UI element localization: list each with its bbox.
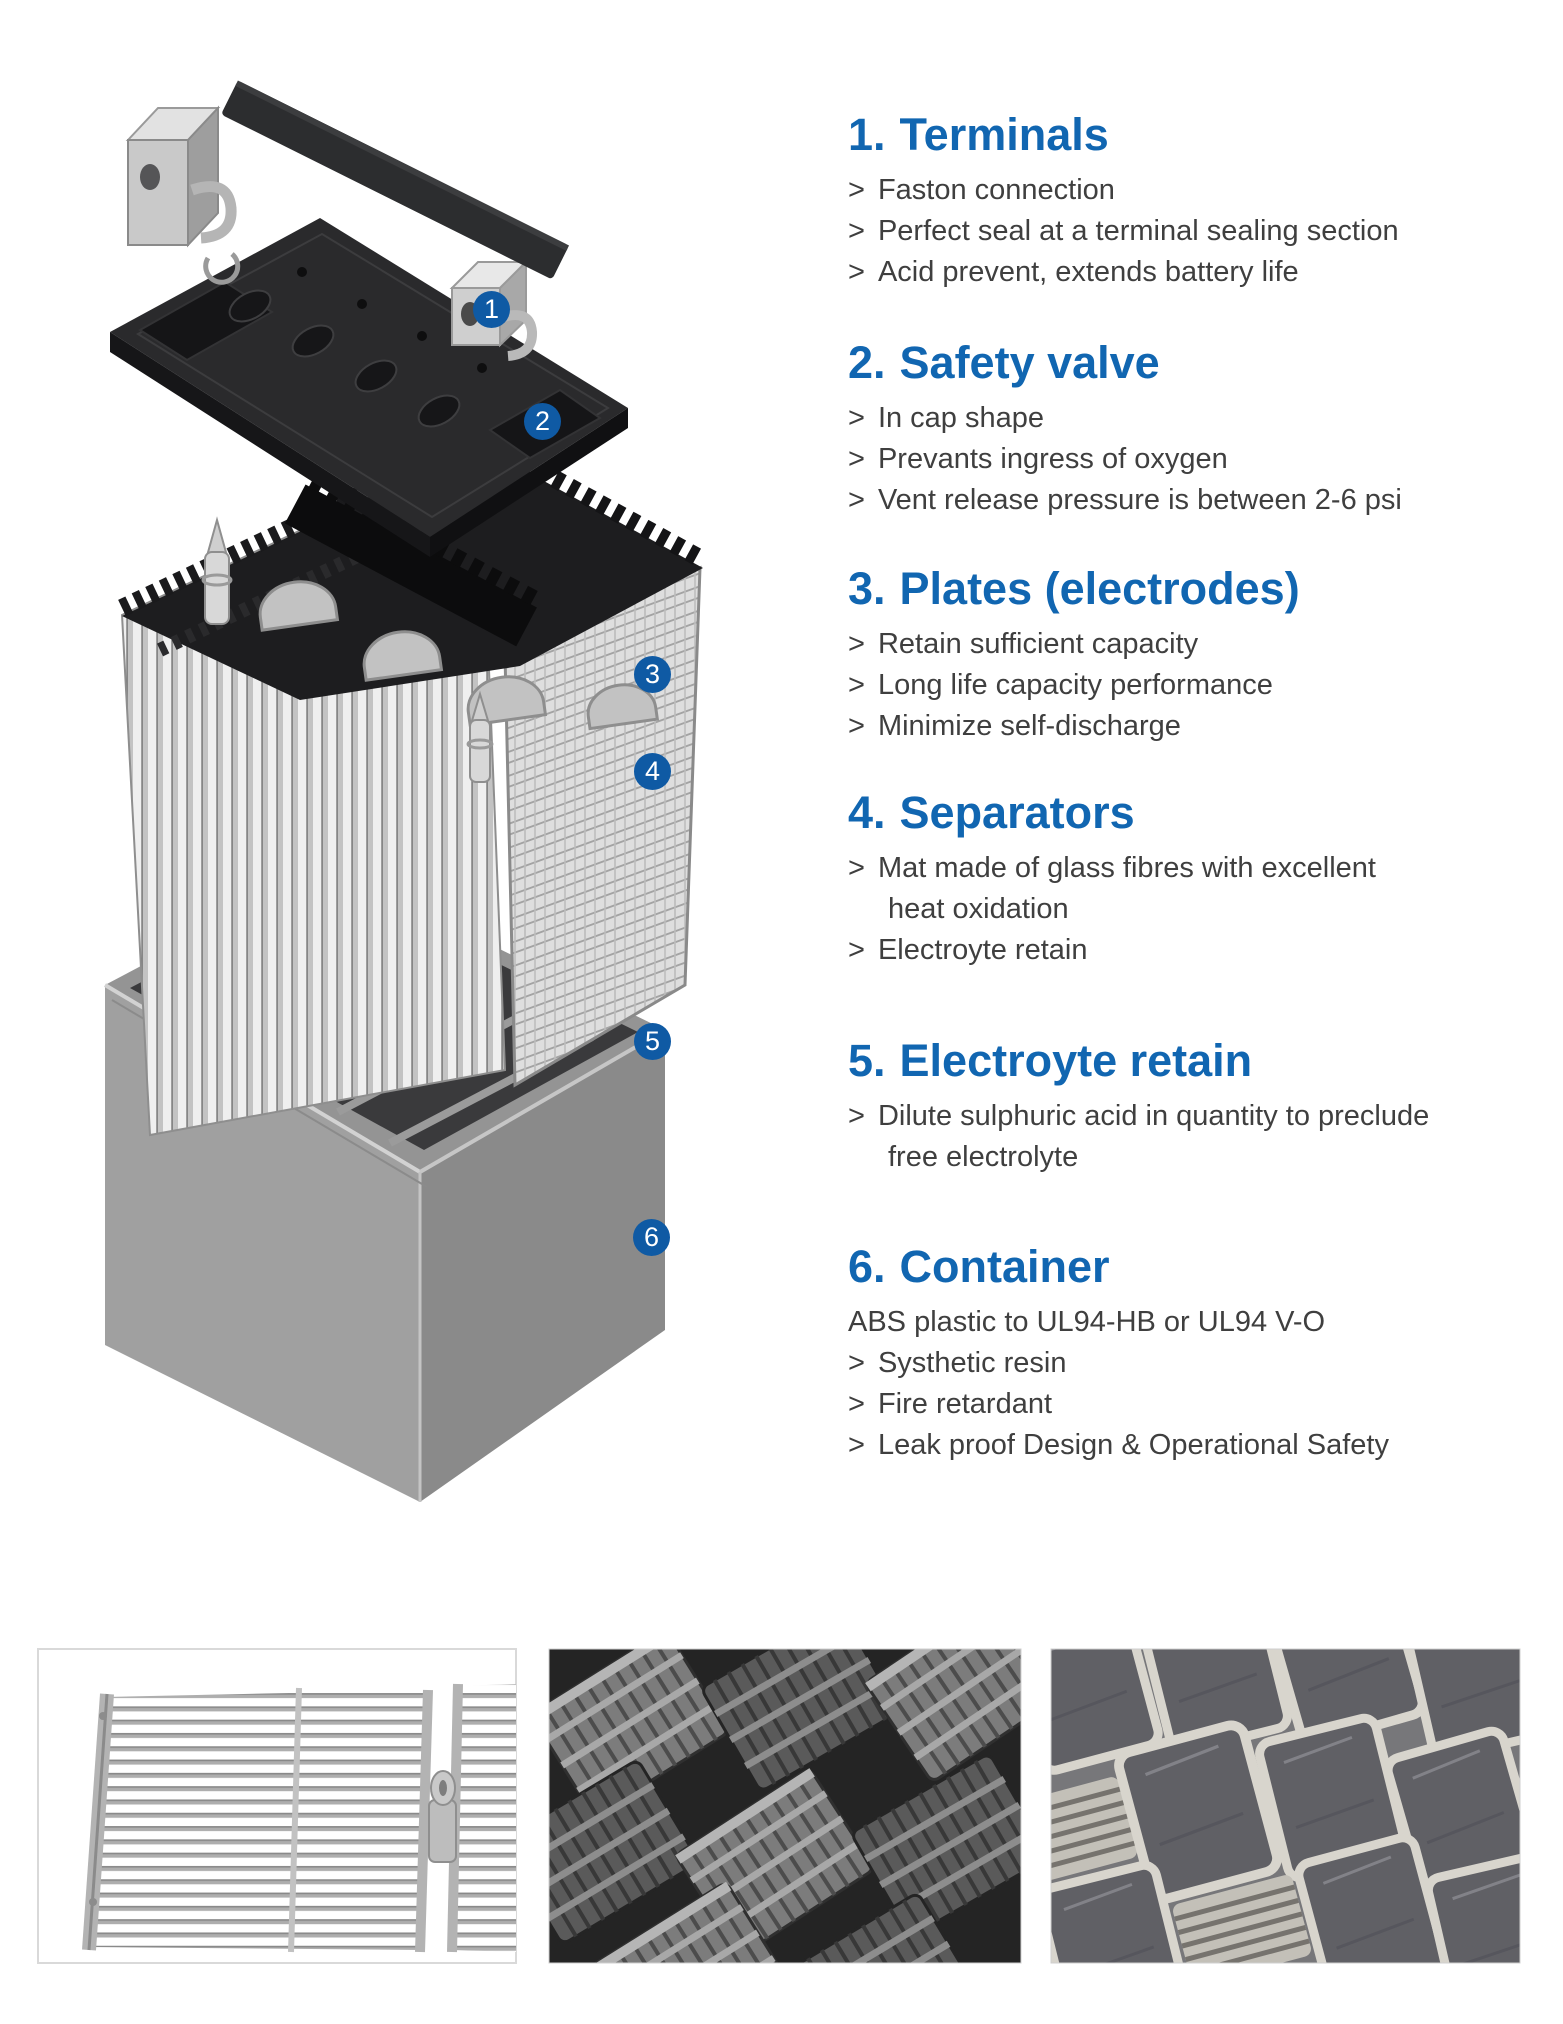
section-title: 1. Terminals xyxy=(848,109,1109,160)
bullet-line: > Vent release pressure is between 2-6 psi xyxy=(848,484,1402,516)
marker-safety-valve: 2 xyxy=(524,403,561,440)
bullet-line: > Minimize self-discharge xyxy=(848,710,1181,742)
bullet-line: > Long life capacity performance xyxy=(848,669,1273,701)
bullet-line: > Retain sufficient capacity xyxy=(848,628,1199,660)
plain-line: ABS plastic to UL94-HB or UL94 V-O xyxy=(848,1306,1326,1338)
marker-separators: 4 xyxy=(634,753,671,790)
marker-electrolyte: 5 xyxy=(634,1023,671,1060)
section-title: 2. Safety valve xyxy=(848,337,1160,388)
section-title: 4. Separators xyxy=(848,787,1135,838)
bullet-line: > Leak proof Design & Operational Safety xyxy=(848,1429,1389,1461)
bullet-line: > Electroyte retain xyxy=(848,934,1088,966)
bullet-line: > Dilute sulphuric acid in quantity to preclude xyxy=(848,1100,1430,1132)
bullet-line: > In cap shape xyxy=(848,402,1045,434)
marker-plates: 3 xyxy=(634,656,671,693)
bullet-line: > Prevants ingress of oxygen xyxy=(848,443,1228,475)
continuation-line: heat oxidation xyxy=(888,893,1069,925)
pasted-plates-photo xyxy=(997,1570,1563,2024)
marker-terminals: 1 xyxy=(473,291,510,328)
lead-grid-photo xyxy=(38,1649,516,1963)
stacked-grids-photo xyxy=(501,1594,1065,2024)
bullet-line: > Systhetic resin xyxy=(848,1347,1067,1379)
continuation-line: free electrolyte xyxy=(888,1141,1079,1173)
marker-container: 6 xyxy=(633,1219,670,1256)
bullet-line: > Fire retardant xyxy=(848,1388,1053,1420)
section-title: 3. Plates (electrodes) xyxy=(848,563,1300,614)
bullet-line: > Faston connection xyxy=(848,174,1115,206)
bullet-line: > Mat made of glass fibres with excellent xyxy=(848,852,1376,884)
bullet-line: > Perfect seal at a terminal sealing section xyxy=(848,215,1399,247)
grid-lug xyxy=(429,1771,456,1862)
section-title: 6. Container xyxy=(848,1241,1110,1292)
section-title: 5. Electroyte retain xyxy=(848,1035,1253,1086)
bullet-line: > Acid prevent, extends battery life xyxy=(848,256,1299,288)
